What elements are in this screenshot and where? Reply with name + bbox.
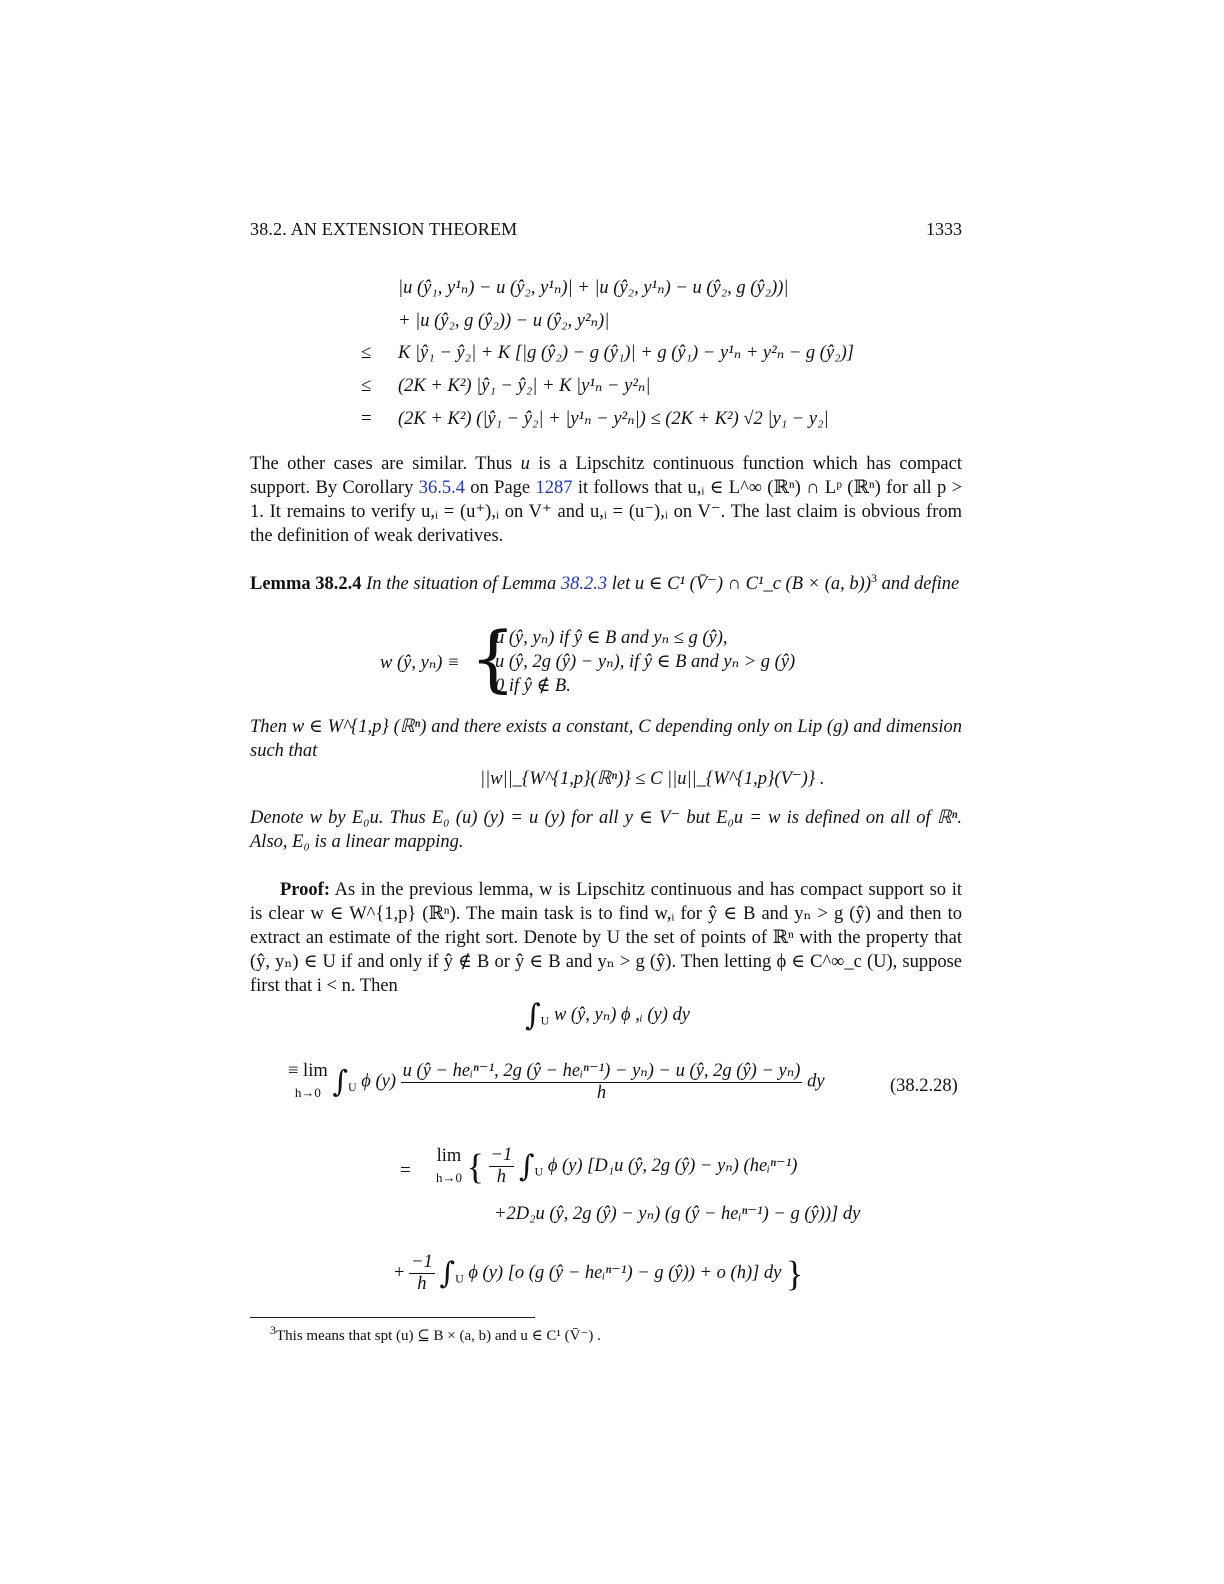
equation-line-4: (2K + K²) |ŷ₁ − ŷ₂| + K |y¹ₙ − y²ₙ| bbox=[398, 376, 651, 396]
w-definition-lhs: w (ŷ, yₙ) ≡ bbox=[380, 653, 460, 673]
eq2-phi: ϕ (y) bbox=[361, 1071, 397, 1092]
footnote-rule bbox=[250, 1317, 535, 1318]
eq3-lim: lim bbox=[436, 1145, 462, 1166]
proof-text: As in the previous lemma, w is Lipschitz continuous and has compact support so it is clear w ∈ W^{1,p} (ℝⁿ). The main task is to find w,ᵢ for ŷ ∈ B and yₙ > g (ŷ) and then to extract an estimate of the right sort. Denote by U the set of points of ℝⁿ with the property that (ŷ, yₙ) ∈ U if and only if ŷ ∉ B or ŷ ∈ B and yₙ > g (ŷ). Then letting ϕ ∈ C^∞_c (U), suppose first that i < n. Then bbox=[250, 880, 962, 996]
eq2-dy: dy bbox=[807, 1071, 825, 1092]
footnote-mark: 3 bbox=[870, 570, 877, 585]
eq3-line: lim h→0 { $\frac{-1}{h}$ $\int_U$ ϕ (y) [D₁u (ŷ, 2g (ŷ) − yₙ) (heᵢⁿ⁻¹) bbox=[436, 1145, 798, 1187]
p1-text-b: u bbox=[520, 454, 530, 474]
lemma-intro-a: In the situation of Lemma bbox=[361, 574, 561, 594]
p1-text-e: it follows that u,ᵢ ∈ L^∞ (ℝⁿ) ∩ Lᵖ (ℝⁿ) for all p > 1. It remains to verify u,ᵢ = (u⁺),ᵢ on V⁺ and u,ᵢ = (u⁻),ᵢ on V⁻. The last claim is obvious from the definition of weak derivatives. bbox=[250, 478, 963, 546]
norm-inequality: ||w||_{W^{1,p}(ℝⁿ)} ≤ C ||u||_{W^{1,p}(V⁻)} . bbox=[480, 769, 825, 789]
footnote-text: This means that spt (u) ⊆ B × (a, b) and u ∈ C¹ (V̄⁻) . bbox=[276, 1328, 601, 1344]
equation-line-2: + |u (ŷ₂, g (ŷ₂)) − u (ŷ₂, y²ₙ)| bbox=[398, 311, 610, 331]
eq3-relation: = bbox=[400, 1160, 411, 1181]
eq2-denominator: h bbox=[596, 1083, 607, 1103]
eq2-limit-sub: h→0 bbox=[294, 1085, 321, 1100]
page-header bbox=[250, 219, 962, 247]
equation-relation-4: ≤ bbox=[361, 375, 372, 396]
case-1: u (ŷ, yₙ) if ŷ ∈ B and yₙ ≤ g (ŷ), bbox=[495, 628, 728, 648]
page-link[interactable]: 1287 bbox=[535, 478, 573, 498]
lemma-intro-b: let u ∈ C¹ (V̄⁻) ∩ C¹_c (B × (a, b)) bbox=[607, 574, 871, 594]
eq3-fraction bbox=[489, 1145, 515, 1188]
proof-paragraph bbox=[250, 878, 962, 998]
section-title: 38.2. AN EXTENSION THEOREM bbox=[250, 219, 518, 239]
p1-text-a: The other cases are similar. Thus bbox=[250, 454, 521, 474]
lemma-ref-link[interactable]: 38.2.3 bbox=[560, 574, 608, 594]
equation-38-2-28: ≡ lim h→0 $\int_U$ ϕ (y) $\frac{\text{u (ŷ − heᵢⁿ⁻¹, 2g (ŷ − heᵢⁿ⁻¹) − yₙ) − u (ŷ, 2g (ŷ) − yₙ)}}{h}$ dy bbox=[288, 1061, 825, 1103]
eq2-prefix: ≡ lim bbox=[288, 1061, 328, 1081]
lemma-statement bbox=[250, 572, 962, 596]
cases-brace: { bbox=[470, 616, 516, 700]
eq2-fraction bbox=[401, 1060, 803, 1104]
corollary-link[interactable]: 36.5.4 bbox=[418, 478, 465, 498]
footnote-number: 3 bbox=[270, 1323, 276, 1337]
eq5-body: ϕ (y) [o (g (ŷ − heᵢⁿ⁻¹) − g (ŷ)) + o (h)] dy bbox=[468, 1262, 782, 1283]
eq5-frac-num: −1 bbox=[411, 1252, 433, 1272]
footnote bbox=[270, 1323, 601, 1345]
lemma-denote: Denote w by E₀u. Thus E₀ (u) (y) = u (y) for all y ∈ V⁻ but E₀u = w is defined on all of ℝⁿ. Also, E₀ is a linear mapping. bbox=[250, 808, 962, 852]
eq4-line: +2D₂u (ŷ, 2g (ŷ) − yₙ) (g (ŷ − heᵢⁿ⁻¹) − g (ŷ))] dy bbox=[494, 1204, 861, 1224]
case-3: 0 if ŷ ∉ B. bbox=[495, 676, 571, 696]
eq3-limit-sub: h→0 bbox=[436, 1169, 462, 1185]
case-2: u (ŷ, 2g (ŷ) − yₙ), if ŷ ∈ B and yₙ > g (ŷ) bbox=[495, 652, 796, 672]
page-number: 1333 bbox=[926, 219, 962, 239]
integral-sign-icon: ∫ bbox=[439, 1256, 456, 1291]
equation-relation-3: ≤ bbox=[361, 342, 372, 363]
lemma-then: Then w ∈ W^{1,p} (ℝⁿ) and there exists a constant, C depending only on Lip (g) and dimension such that bbox=[250, 717, 962, 761]
lemma-intro-c: and define bbox=[876, 574, 960, 594]
proof-label: Proof: bbox=[280, 880, 330, 900]
eq5-fraction bbox=[409, 1252, 435, 1295]
eq2-numerator: u (ŷ − heᵢⁿ⁻¹, 2g (ŷ − heᵢⁿ⁻¹) − yₙ) − u (ŷ, 2g (ŷ) − yₙ) bbox=[402, 1061, 801, 1081]
p1-text-d: on Page bbox=[464, 478, 536, 498]
eq5-line: + $\frac{-1}{h}$ $\int_U$ ϕ (y) [o (g (ŷ − heᵢⁿ⁻¹) − g (ŷ)) + o (h)] dy } bbox=[394, 1252, 804, 1294]
integral-1: $\int_U$ w (ŷ, yₙ) ϕ ,ᵢ (y) dy bbox=[525, 998, 691, 1033]
integral-sign-icon: ∫ bbox=[518, 1149, 535, 1184]
integral-1-body: w (ŷ, yₙ) ϕ ,ᵢ (y) dy bbox=[553, 1004, 691, 1025]
eq5-frac-den: h bbox=[417, 1274, 427, 1294]
lemma-label: Lemma 38.2.4 bbox=[250, 574, 362, 594]
integral-sign-icon: ∫ bbox=[332, 1064, 348, 1100]
equation-line-5: (2K + K²) (|ŷ₁ − ŷ₂| + |y¹ₙ − y²ₙ|) ≤ (2K + K²) √2 |y₁ − y₂| bbox=[398, 409, 829, 429]
integral-sign-icon: ∫ bbox=[525, 998, 541, 1033]
equation-number: (38.2.28) bbox=[890, 1076, 958, 1096]
equation-line-3: K |ŷ₁ − ŷ₂| + K [|g (ŷ₂) − g (ŷ₁)| + g (ŷ₁) − y¹ₙ + y²ₙ − g (ŷ₂)] bbox=[398, 343, 854, 363]
eq3-frac-num: −1 bbox=[490, 1145, 513, 1165]
paragraph-lipschitz bbox=[250, 452, 962, 548]
eq3-body: ϕ (y) [D₁u (ŷ, 2g (ŷ) − yₙ) (heᵢⁿ⁻¹) bbox=[547, 1155, 798, 1176]
eq5-plus: + bbox=[394, 1262, 405, 1283]
p1-text-c: is a Lipschitz continuous function which has compact support. By Corollary bbox=[250, 454, 962, 498]
equation-relation-5: = bbox=[361, 408, 372, 429]
equation-line-1: |u (ŷ₁, y¹ₙ) − u (ŷ₂, y¹ₙ)| + |u (ŷ₂, y¹ₙ) − u (ŷ₂, g (ŷ₂))| bbox=[398, 278, 789, 298]
eq3-frac-den: h bbox=[496, 1167, 507, 1187]
